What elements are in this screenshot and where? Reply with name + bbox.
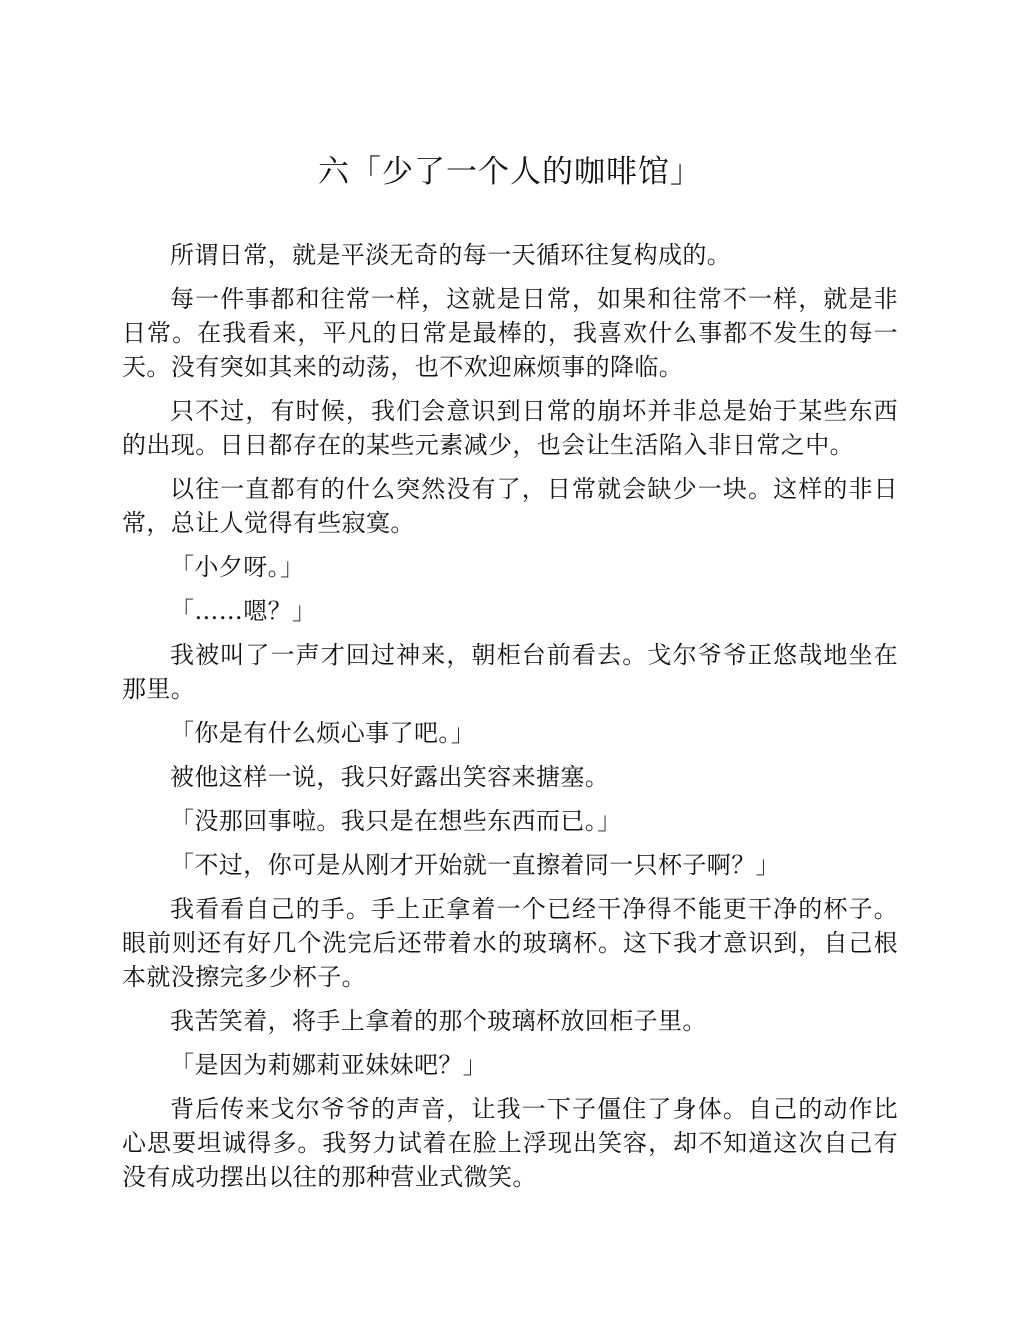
paragraph: 每一件事都和往常一样，这就是日常，如果和往常不一样，就是非日常。在我看来，平凡的日常是最棒的，我喜欢什么事都不发生的每一天。没有突如其来的动荡，也不欢迎麻烦事的降临。 <box>122 285 898 381</box>
paragraph: 被他这样一说，我只好露出笑容来搪塞。 <box>170 763 610 791</box>
paragraph: 我苦笑着，将手上拿着的那个玻璃杯放回柜子里。 <box>170 1007 707 1035</box>
paragraph: 背后传来戈尔爷爷的声音，让我一下子僵住了身体。自己的动作比心思要坦诚得多。我努力试着在脸上浮现出笑容，却不知道这次自己有没有成功摆出以往的那种营业式微笑。 <box>122 1095 898 1191</box>
paragraph: 我被叫了一声才回过神来，朝柜台前看去。戈尔爷爷正悠哉地坐在那里。 <box>122 641 898 703</box>
dialogue-line: 「你是有什么烦心事了吧。」 <box>170 719 476 747</box>
paragraph: 只不过，有时候，我们会意识到日常的崩坏并非总是始于某些东西的出现。日日都存在的某些元素减少，也会让生活陷入非日常之中。 <box>122 397 898 459</box>
book-page <box>122 0 898 1320</box>
paragraph: 所谓日常，就是平淡无奇的每一天循环往复构成的。 <box>170 241 732 269</box>
paragraph: 我看看自己的手。手上正拿着一个已经干净得不能更干净的杯子。眼前则还有好几个洗完后还带着水的玻璃杯。这下我才意识到，自己根本就没擦完多少杯子。 <box>122 895 898 991</box>
dialogue-line: 「不过，你可是从刚才开始就一直擦着同一只杯子啊？」 <box>170 851 780 879</box>
body-text <box>122 238 898 1204</box>
dialogue-line: 「没那回事啦。我只是在想些东西而已。」 <box>170 807 622 835</box>
chapter-title: 六「少了一个人的咖啡馆」 <box>318 154 702 190</box>
dialogue-line: 「……嗯？」 <box>170 597 317 625</box>
paragraph: 以往一直都有的什么突然没有了，日常就会缺少一块。这样的非日常，总让人觉得有些寂寞。 <box>122 475 898 537</box>
dialogue-line: 「小夕呀。」 <box>170 553 305 581</box>
dialogue-line: 「是因为莉娜莉亚妹妹吧？」 <box>170 1051 488 1079</box>
